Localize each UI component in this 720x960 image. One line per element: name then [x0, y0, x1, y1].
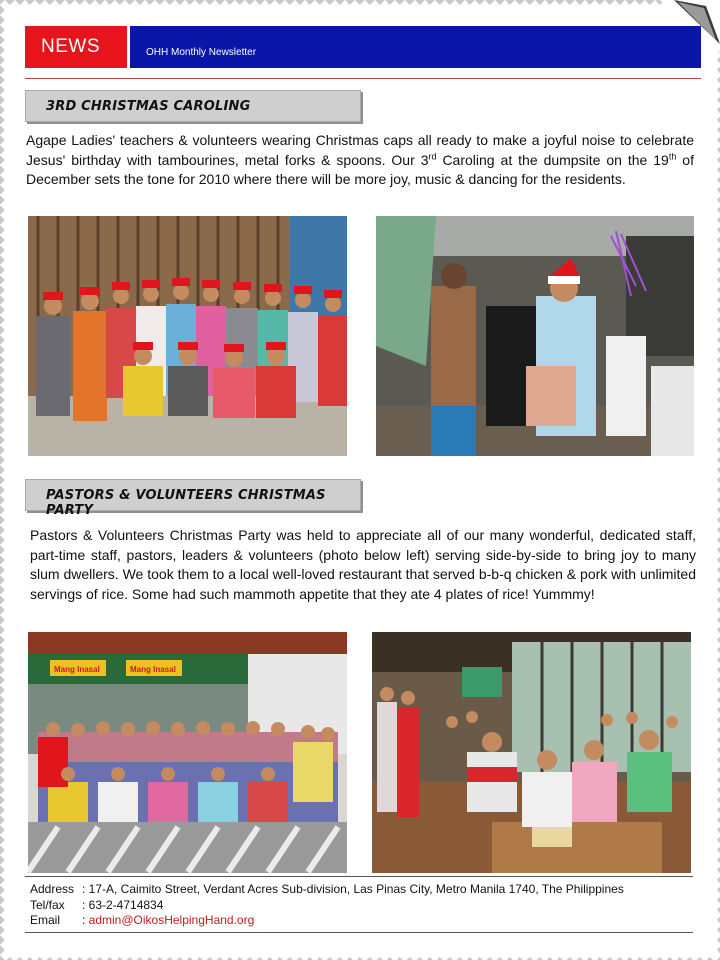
tel-value: : 63-2-4714834	[82, 897, 164, 912]
torn-edge-top	[0, 0, 720, 8]
restaurant-sign-right: Mang Inasal	[130, 665, 176, 674]
footer-divider-top	[25, 876, 693, 877]
paragraph-text: Agape Ladies' teachers & volunteers wearing Christmas caps all ready to make a joyful noise to celebrate Jesus' birthday with tambourines, metal forks & spoons. Our 3	[26, 132, 694, 168]
address-label: Address	[30, 882, 75, 896]
caroling-group-photo	[28, 216, 347, 456]
paragraph-text: of December sets the tone for 2010 where there will be more joy, music & dancing for the residents.	[26, 151, 694, 187]
email-link[interactable]: admin@OikosHelpingHand.org	[88, 913, 255, 927]
section-heading-party	[25, 479, 361, 518]
news-label: NEWS	[25, 26, 127, 68]
email-separator: :	[82, 913, 89, 927]
masthead-divider	[25, 78, 701, 79]
torn-edge-left	[0, 0, 8, 960]
masthead	[25, 26, 701, 68]
contact-footer	[30, 882, 624, 929]
address-value: : 17-A, Caimito Street, Verdant Acres Sub-division, Las Pinas City, Metro Manila 1740, The Philippines	[82, 882, 624, 896]
restaurant-group-photo	[28, 632, 347, 873]
party-paragraph: Pastors & Volunteers Christmas Party was held to appreciate all of our many wonderful, dedicated staff, part-time staff, pastors, leaders & volunteers (photo below left) serving side-by-side to bring joy to many slum dwellers. We took them to a local well-loved restaurant that served b-b-q chicken & pork with unlimited servings of rice. Some had such mammoth appetite that they ate 4 plates of rice! Yummmy!	[30, 527, 696, 602]
superscript-rd: rd	[428, 150, 437, 161]
torn-edge-right	[712, 0, 720, 960]
restaurant-interior-photo	[372, 632, 691, 873]
torn-edge-bottom	[0, 952, 720, 960]
restaurant-sign-left: Mang Inasal	[54, 665, 100, 674]
superscript-th: th	[668, 150, 677, 161]
email-label: Email	[30, 913, 61, 927]
dumpsite-caroling-photo	[376, 216, 694, 456]
address-row	[30, 882, 624, 898]
caroling-paragraph	[26, 131, 694, 190]
email-row	[30, 913, 624, 929]
section-heading-text: PASTORS & VOLUNTEERS CHRISTMAS PARTY	[46, 488, 326, 518]
newsletter-title: OHH Monthly Newsletter	[130, 26, 701, 68]
footer-divider-bottom	[25, 932, 693, 933]
tel-row	[30, 898, 624, 914]
tel-label: Tel/fax	[30, 897, 65, 912]
section-heading-caroling	[25, 90, 361, 122]
section-heading-text: 3RD CHRISTMAS CAROLING	[46, 99, 251, 114]
paragraph-text: Caroling at the dumpsite on the 19	[436, 151, 669, 168]
